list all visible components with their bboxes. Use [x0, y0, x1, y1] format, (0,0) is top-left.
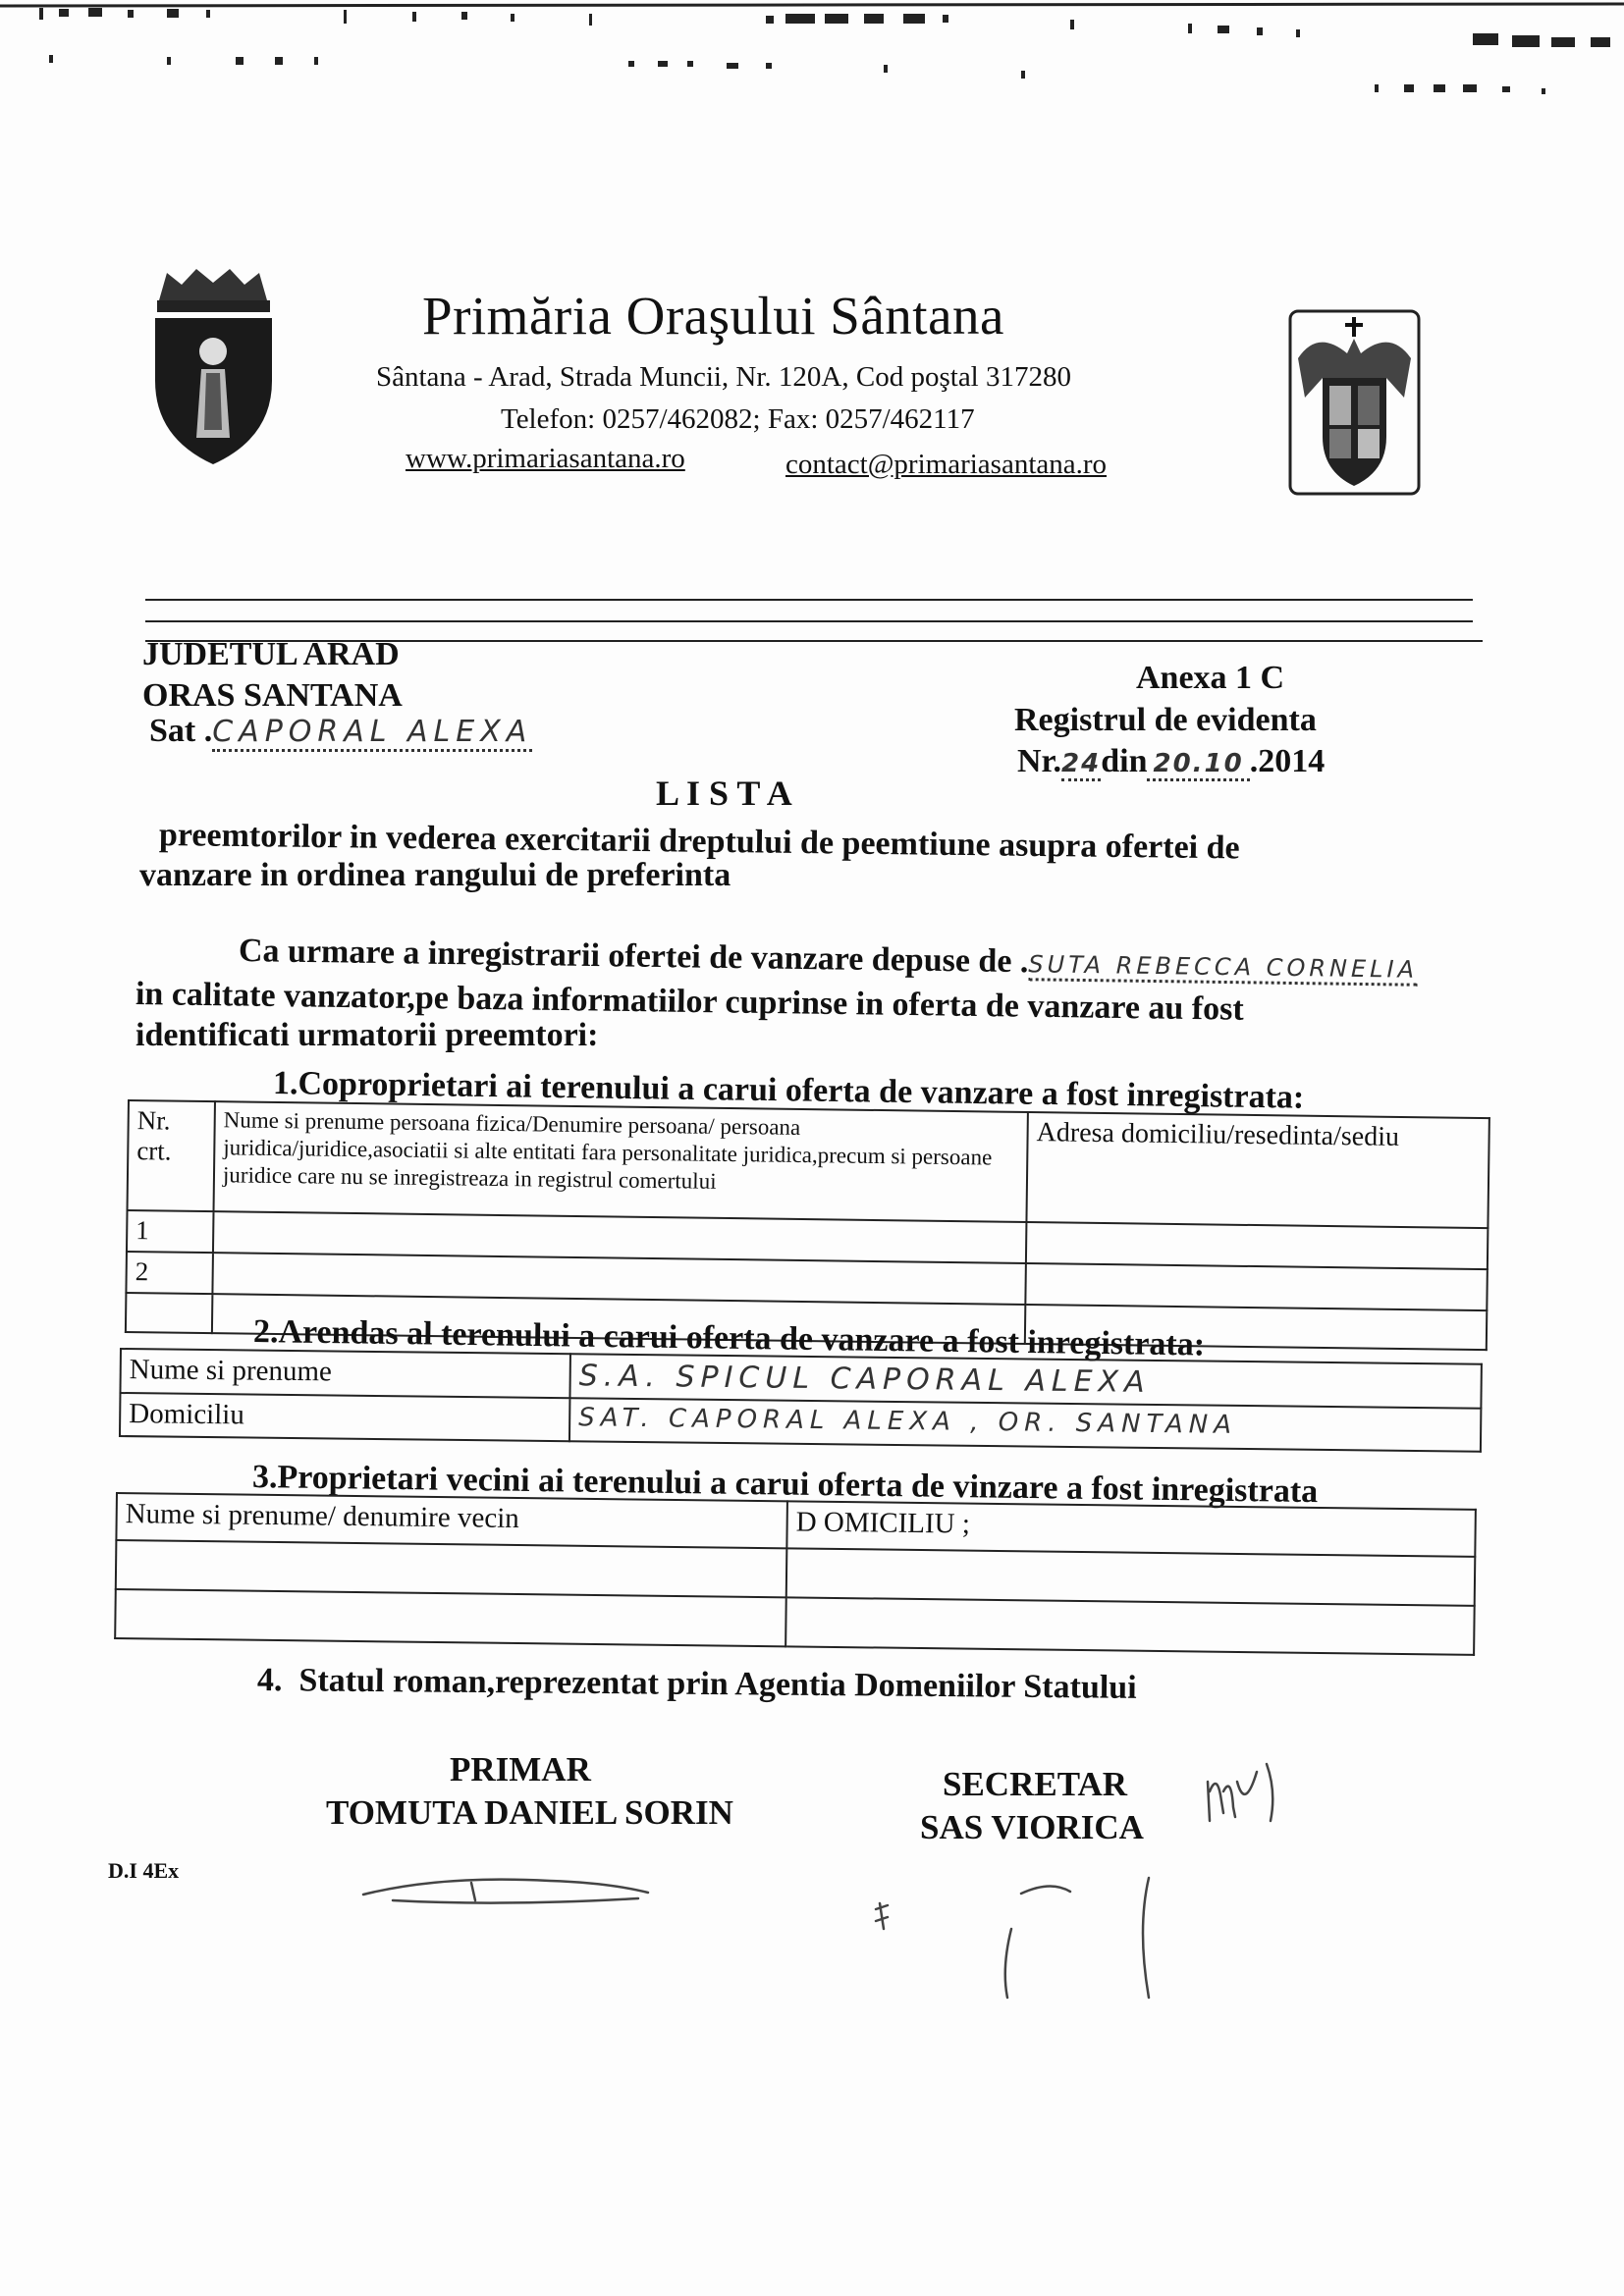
document-subtitle-line1: preemtorilor in vederea exercitarii dreptului de peemtiune asupra ofertei de	[158, 817, 1240, 867]
nr-label: Nr.	[1017, 743, 1062, 779]
mayor-signature-icon	[353, 1865, 668, 1914]
annex-label: Anexa 1 C	[1136, 660, 1285, 696]
arendas-name-value: S.A. SPICUL CAPORAL ALEXA	[569, 1354, 1481, 1409]
romania-coat-of-arms-icon	[1288, 309, 1421, 496]
institution-title: Primăria Oraşului Sântana	[422, 286, 1004, 346]
header-rule-middle	[145, 620, 1473, 622]
col-nr-crt: Nr. crt.	[128, 1100, 215, 1211]
mayor-title: PRIMAR	[450, 1750, 591, 1789]
din-value: 20.10	[1147, 749, 1249, 781]
document-title: L I S T A	[656, 774, 792, 813]
arendas-table	[119, 1348, 1483, 1453]
col-adresa: Adresa domiciliu/resedinta/sediu	[1026, 1112, 1489, 1228]
vecin1-name	[116, 1540, 787, 1597]
row1-address	[1026, 1222, 1489, 1269]
intro-line2: in calitate vanzator,pe baza informatiilor cuprinse in oferta de vanzare au fost	[135, 976, 1244, 1028]
row1-nr: 1	[127, 1210, 214, 1253]
institution-address: Sântana - Arad, Strada Muncii, Nr. 120A, Cod poştal 317280	[376, 361, 1071, 393]
intro-text: Ca urmare a inregistrarii ofertei de vanzare depuse de .	[238, 933, 1029, 981]
website-link[interactable]: www.primariasantana.ro	[406, 443, 685, 474]
section3-heading: 3.Proprietari vecini ai terenului a carui oferta de vinzare a fost inregistrata	[251, 1459, 1319, 1511]
arendas-address-label: Domiciliu	[120, 1393, 569, 1441]
register-label: Registrul de evidenta	[1014, 702, 1317, 738]
vecin1-address	[786, 1548, 1476, 1606]
city-coat-of-arms-icon	[147, 263, 280, 469]
row2-address	[1025, 1263, 1488, 1310]
institution-phone: Telefon: 0257/462082; Fax: 0257/462117	[501, 403, 975, 435]
section2-heading: 2.Arendas al terenului a carui oferta de vanzare a fost inregistrata:	[252, 1313, 1206, 1363]
intro-line1	[239, 933, 1419, 987]
secretary-title: SECRETAR	[943, 1765, 1128, 1803]
town-label: ORAS SANTANA	[142, 677, 403, 714]
mayor-name: TOMUTA DANIEL SORIN	[326, 1793, 733, 1832]
stamp-mark-icon	[864, 1870, 1178, 2007]
vecini-table	[114, 1492, 1477, 1656]
col-domiciliu: D OMICILIU ;	[786, 1501, 1476, 1557]
intro-line3: identificati urmatorii preemtori:	[135, 1017, 599, 1053]
arendas-name-label: Nume si prenume	[120, 1349, 569, 1398]
section1-heading: 1.Coproprietari ai terenului a carui oferta de vanzare a fost inregistrata:	[272, 1065, 1305, 1116]
scan-noise	[0, 0, 1624, 108]
header-rule-top	[145, 599, 1473, 601]
col-nume-vecin: Nume si prenume/ denumire vecin	[116, 1493, 787, 1548]
vecin2-address	[785, 1597, 1475, 1655]
din-label: din	[1101, 743, 1148, 779]
coproprietari-header-row	[128, 1100, 1489, 1228]
village-line	[149, 713, 532, 750]
secretary-name: SAS VIORICA	[920, 1808, 1144, 1846]
row3-nr	[126, 1293, 213, 1333]
seller-name: SUTA REBECCA CORNELIA	[1028, 950, 1418, 987]
secretary-signature-icon	[1188, 1752, 1296, 1841]
year-value: .2014	[1249, 743, 1326, 779]
section4-text: 4. Statul roman,reprezentat prin Agentia Domeniilor Statului	[256, 1662, 1137, 1706]
coproprietari-table	[125, 1099, 1490, 1351]
footer-code: D.I 4Ex	[108, 1858, 180, 1883]
vecin2-name	[115, 1589, 786, 1646]
village-label: Sat .	[149, 713, 213, 749]
register-number-line	[1017, 743, 1325, 780]
arendas-address-value: SAT. CAPORAL ALEXA , OR. SANTANA	[569, 1398, 1481, 1452]
nr-value: 24	[1061, 749, 1101, 781]
email-link[interactable]: contact@primariasantana.ro	[785, 449, 1108, 480]
col-nume: Nume si prenume persoana fizica/Denumire persoana/ persoana juridica/juridice,asociatii si alte entitati fara personalitate juridica,precum si persoane juridice care nu se inregistreaza in registrul comertului	[214, 1101, 1028, 1222]
village-value: CAPORAL ALEXA	[212, 715, 532, 752]
row2-nr: 2	[126, 1252, 213, 1294]
county-label: JUDETUL ARAD	[142, 636, 400, 672]
document-subtitle-line2: vanzare in ordinea rangului de preferinta	[139, 857, 731, 893]
